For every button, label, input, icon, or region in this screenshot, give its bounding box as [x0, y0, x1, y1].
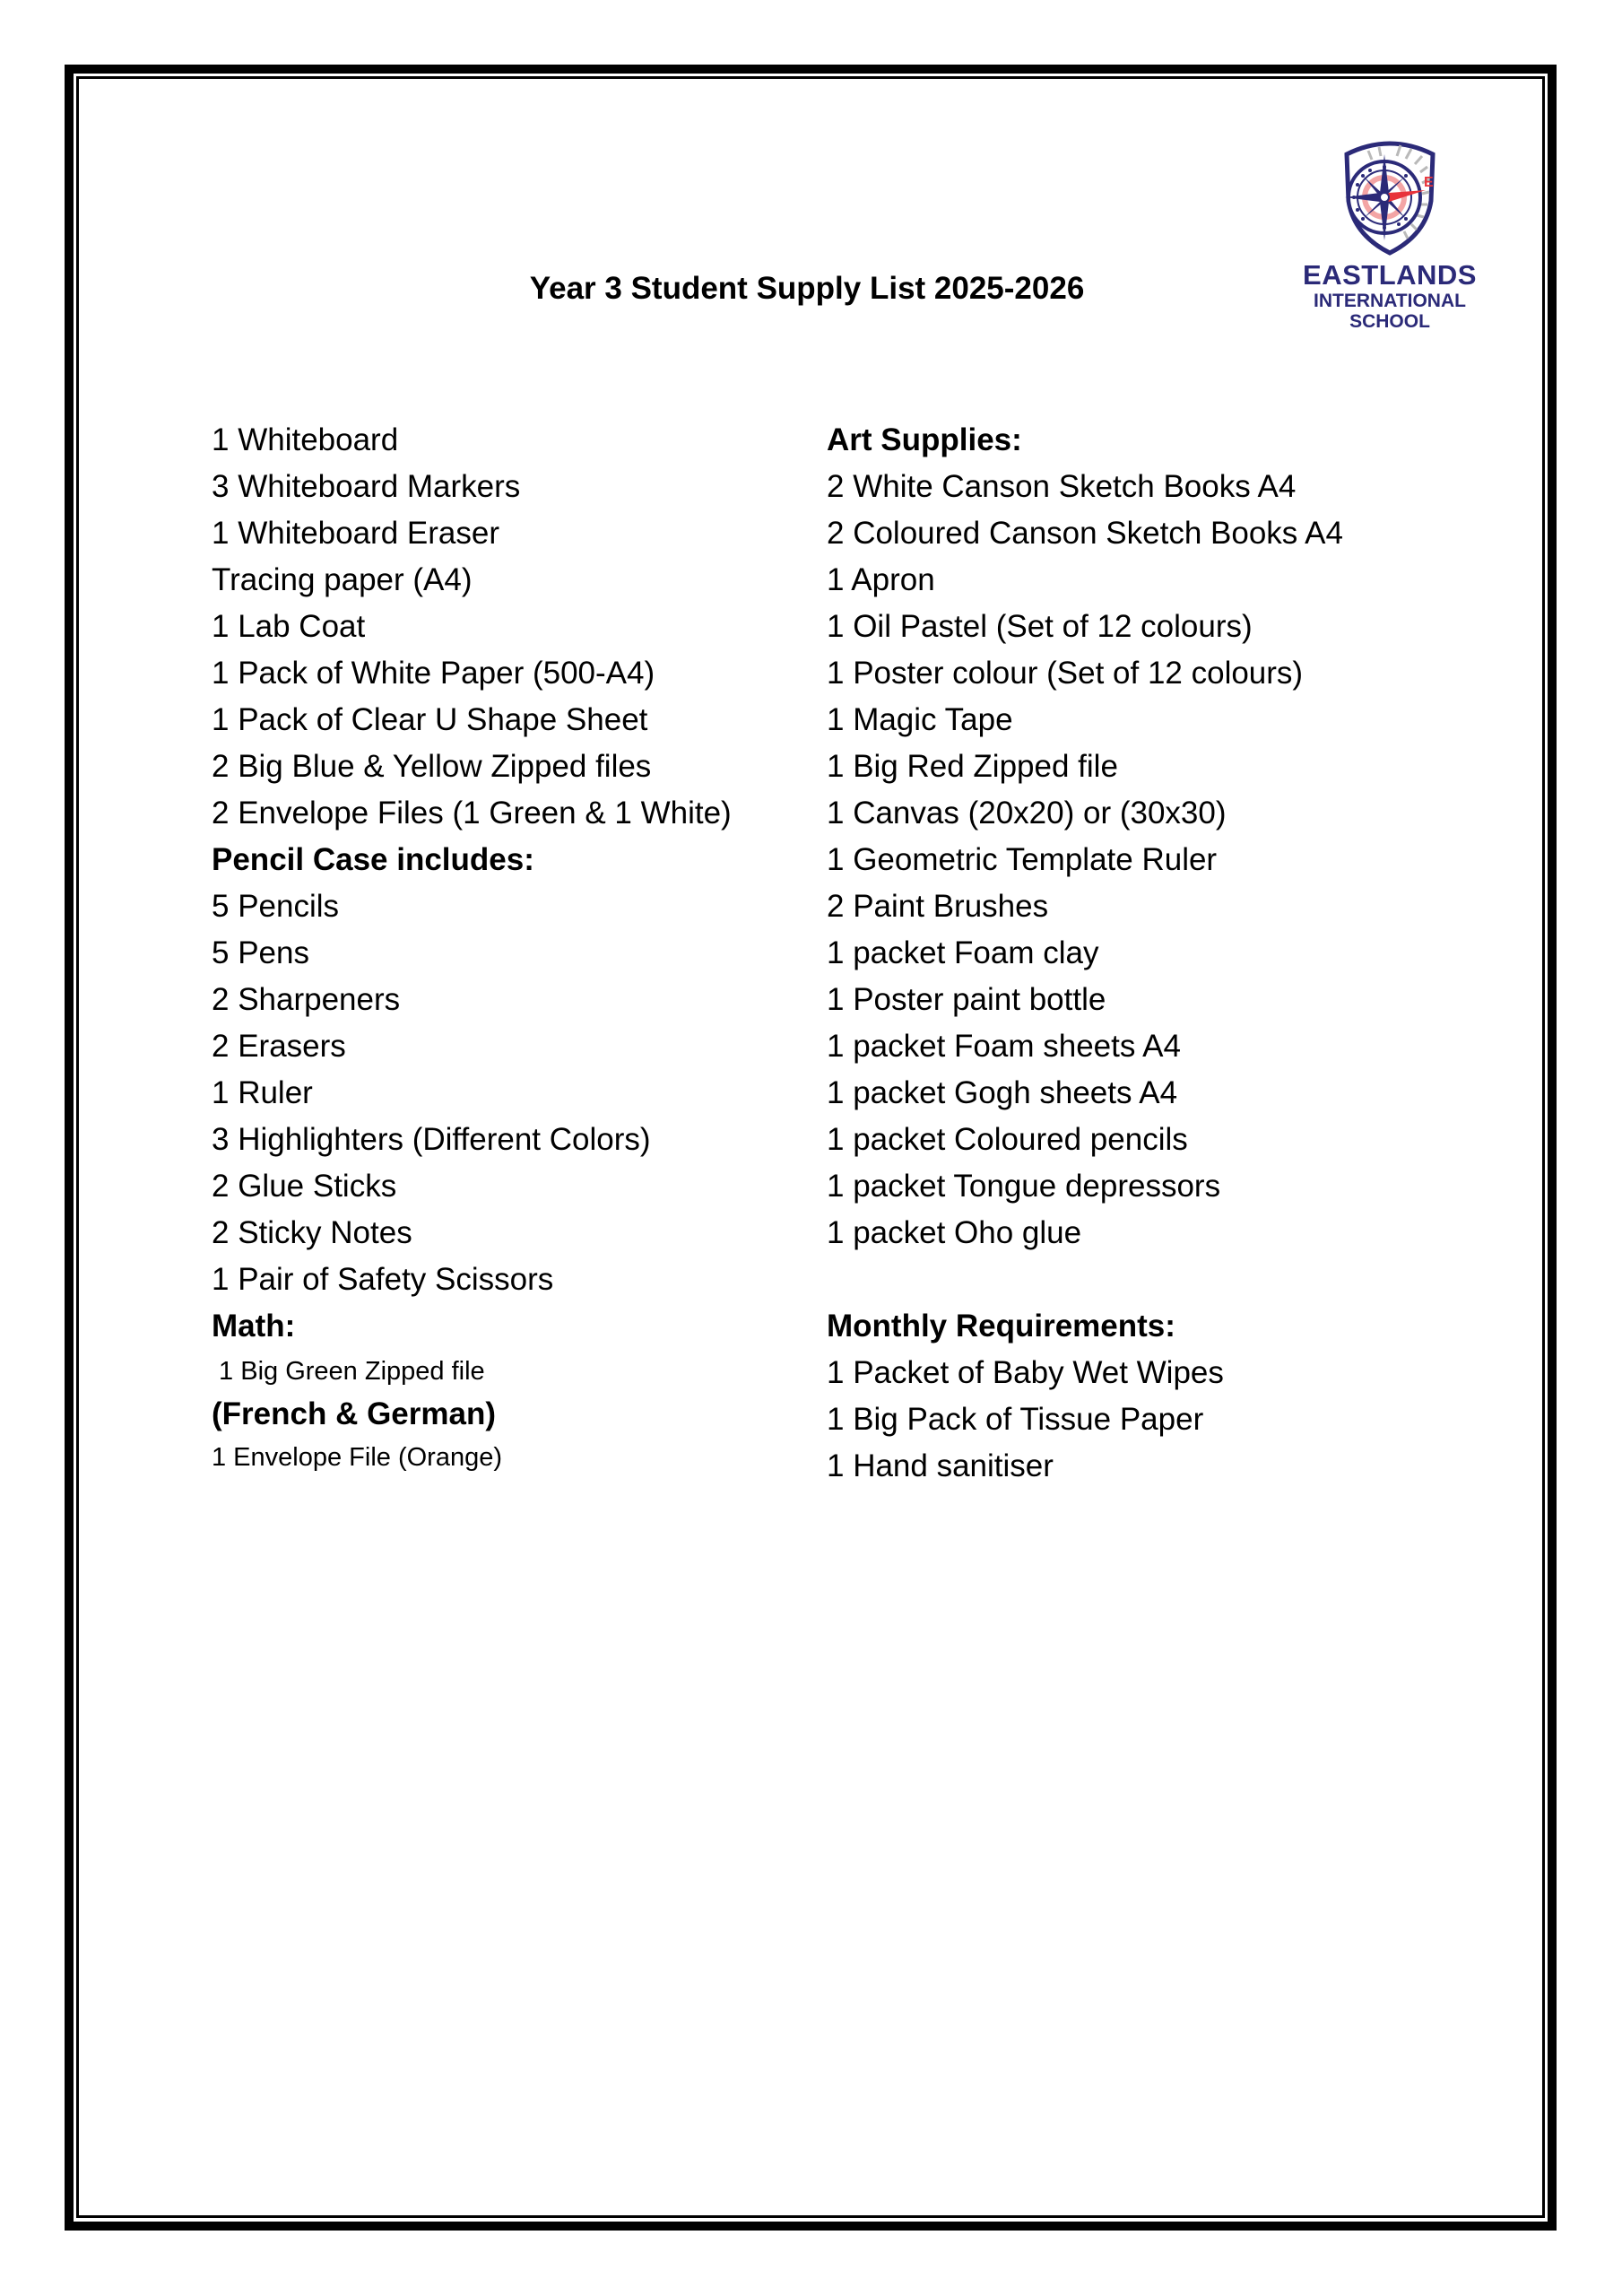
- list-item: 1 Oil Pastel (Set of 12 colours): [827, 609, 1253, 644]
- section-heading-monthly: Monthly Requirements:: [827, 1309, 1175, 1344]
- list-item: 1 packet Tongue depressors: [827, 1169, 1221, 1204]
- school-logo: [1291, 135, 1488, 341]
- list-item: 2 Glue Sticks: [212, 1169, 397, 1204]
- spacer: [827, 1257, 1454, 1303]
- list-item: 1 Pack of Clear U Shape Sheet: [212, 702, 648, 737]
- list-item: 3 Highlighters (Different Colors): [212, 1122, 651, 1157]
- list-item: 1 Lab Coat: [212, 609, 366, 644]
- list-item: 2 Envelope Files (1 Green & 1 White): [212, 796, 732, 831]
- list-item: 1 Big Red Zipped file: [827, 749, 1118, 784]
- art-supplies-section: [827, 417, 1454, 1257]
- list-item: 1 Magic Tape: [827, 702, 1013, 737]
- compass-shield-icon: [1338, 135, 1442, 257]
- list-item: 2 Sticky Notes: [212, 1215, 412, 1250]
- list-item: 1 packet Coloured pencils: [827, 1122, 1188, 1157]
- list-item: 1 Big Green Zipped file: [212, 1357, 485, 1386]
- list-item: 1 Whiteboard Eraser: [212, 516, 499, 551]
- monthly-requirements-section: [827, 1303, 1454, 1490]
- list-item: 1 Poster paint bottle: [827, 982, 1106, 1017]
- list-item: 1 packet Oho glue: [827, 1215, 1082, 1250]
- logo-text-international: INTERNATIONAL: [1314, 291, 1466, 311]
- languages-section: [212, 1393, 785, 1479]
- list-item: 1 Apron: [827, 562, 935, 597]
- list-item: 1 Poster colour (Set of 12 colours): [827, 656, 1304, 691]
- list-item: 2 Big Blue & Yellow Zipped files: [212, 749, 652, 784]
- logo-text-eastlands: EASTLANDS: [1303, 259, 1477, 291]
- list-item: 1 Ruler: [212, 1075, 313, 1110]
- section-heading-math: Math:: [212, 1309, 296, 1344]
- list-item: 1 packet Foam clay: [827, 935, 1099, 970]
- compass-letter: E: [1424, 175, 1434, 190]
- list-item: 1 Whiteboard: [212, 422, 399, 457]
- section-heading-languages: (French & German): [212, 1396, 496, 1431]
- list-item: 2 Sharpeners: [212, 982, 401, 1017]
- list-item: 5 Pens: [212, 935, 309, 970]
- list-item: 2 White Canson Sketch Books A4: [827, 469, 1297, 504]
- list-item: 1 Canvas (20x20) or (30x30): [827, 796, 1227, 831]
- math-section: [212, 1303, 785, 1393]
- list-item: 1 Hand sanitiser: [827, 1448, 1054, 1483]
- general-items-list: [212, 417, 785, 837]
- section-heading-pencil-case: Pencil Case includes:: [212, 842, 534, 877]
- logo-text-school: SCHOOL: [1349, 311, 1430, 332]
- left-column: [212, 417, 785, 1479]
- list-item: 1 Pair of Safety Scissors: [212, 1262, 554, 1297]
- list-item: 2 Coloured Canson Sketch Books A4: [827, 516, 1343, 551]
- list-item: 3 Whiteboard Markers: [212, 469, 521, 504]
- list-item: 1 Pack of White Paper (500-A4): [212, 656, 655, 691]
- list-item: 1 packet Foam sheets A4: [827, 1029, 1181, 1064]
- list-item: 1 Geometric Template Ruler: [827, 842, 1218, 877]
- list-item: 1 Big Pack of Tissue Paper: [827, 1402, 1204, 1437]
- list-item: 1 Envelope File (Orange): [212, 1443, 502, 1472]
- list-item: 1 packet Gogh sheets A4: [827, 1075, 1178, 1110]
- right-column: [827, 417, 1454, 1490]
- list-item: 1 Packet of Baby Wet Wipes: [827, 1355, 1224, 1390]
- list-item: 2 Paint Brushes: [827, 889, 1049, 924]
- page-title: Year 3 Student Supply List 2025-2026: [529, 271, 1085, 306]
- list-item: Tracing paper (A4): [212, 562, 473, 597]
- list-item: 5 Pencils: [212, 889, 340, 924]
- pencil-case-section: [212, 837, 785, 1303]
- list-item: 2 Erasers: [212, 1029, 346, 1064]
- section-heading-art-supplies: Art Supplies:: [827, 422, 1022, 457]
